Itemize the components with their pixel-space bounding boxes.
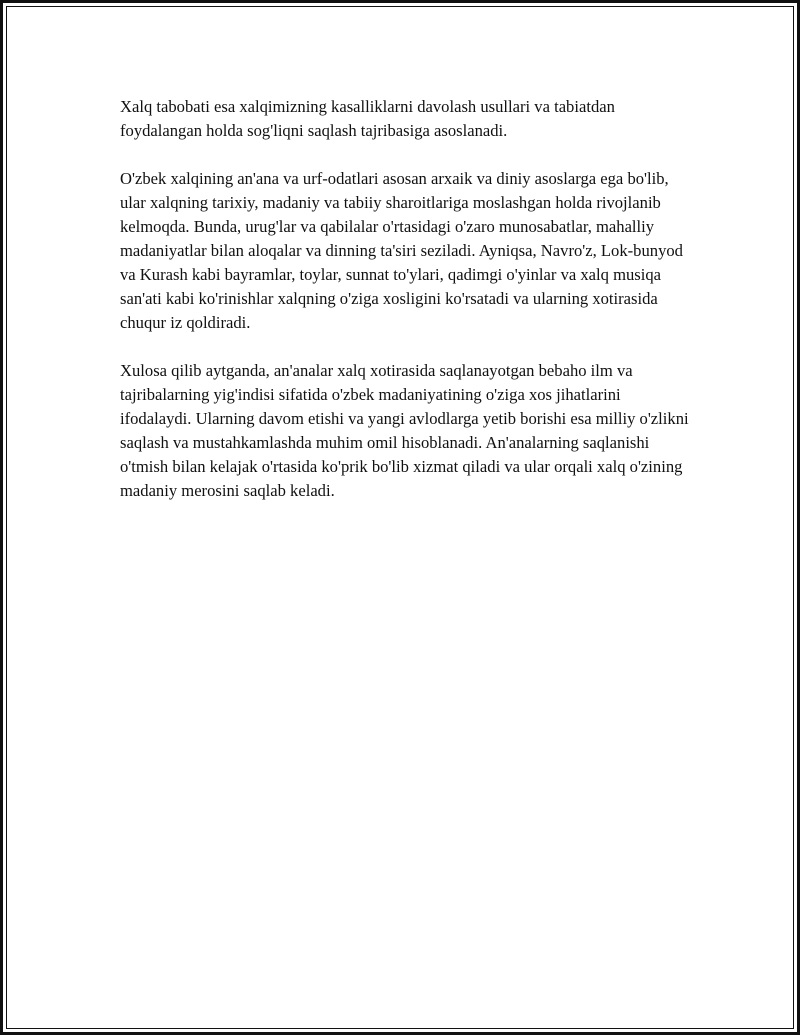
paragraph-2: O'zbek xalqining an'ana va urf-odatlari asosan arxaik va diniy asoslarga ega bo'lib, ular xalqning tarixiy, madaniy va tabiiy sharoitlariga moslashgan holda rivojlanib kelmoqda. Bunda, urug'lar va qabilalar o'rtasidagi o'zaro munosabatlar, mahalliy madaniyatlar bilan aloqalar va dinning ta'siri seziladi. Ayniqsa, Navro'z, Lok-bunyod va Kurash kabi bayramlar, toylar, sunnat to'ylari, qadimgi o'yinlar va xalq musiqa san'ati kabi ko'rinishlar xalqning o'ziga xosligini ko'rsatadi va ularning xotirasida chuqur iz qoldiradi.: [120, 169, 683, 332]
paragraph-1: Xalq tabobati esa xalqimizning kasalliklarni davolash usullari va tabiatdan foydalangan holda sog'liqni saqlash tajribasiga asoslanadi.: [120, 97, 615, 140]
document-body: [120, 95, 695, 527]
paragraph-3: Xulosa qilib aytganda, an'analar xalq xotirasida saqlanayotgan bebaho ilm va tajribalarning yig'indisi sifatida o'zbek madaniyatining o'ziga xos jihatlarini ifodalaydi. Ularning davom etishi va yangi avlodlarga yetib borishi esa milliy o'zlikni saqlash va mustahkamlashda muhim omil hisoblanadi. An'analarning saqlanishi o'tmish bilan kelajak o'rtasida ko'prik bo'lib xizmat qiladi va ular orqali xalq o'zining madaniy merosini saqlab keladi.: [120, 361, 689, 500]
